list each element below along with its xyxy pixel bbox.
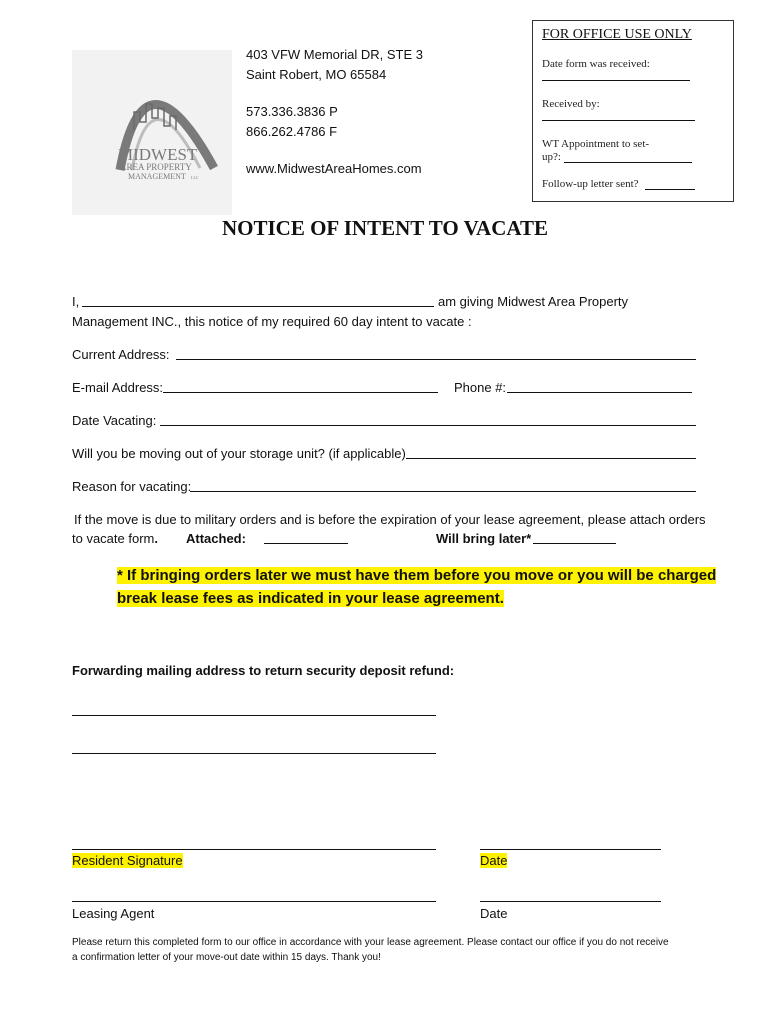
phone-number: 573.336.3836 P <box>246 104 338 119</box>
logo-suffix: LLC <box>191 175 199 180</box>
forwarding-address-line-1[interactable] <box>72 715 436 716</box>
website-link[interactable]: www.MidwestAreaHomes.com <box>246 161 422 176</box>
company-logo <box>72 50 232 215</box>
intro-i-label: I, <box>72 294 80 309</box>
forwarding-address-label: Forwarding mailing address to return security deposit refund: <box>72 663 455 678</box>
warning-text-2: break lease fees as indicated in your lease agreement. <box>117 590 504 607</box>
wt-appointment-label-2: up?: <box>542 151 561 163</box>
resident-date-label: Date <box>480 853 508 868</box>
attached-label: Attached: <box>186 531 246 546</box>
military-orders-text-1: If the move is due to military orders and is before the expiration of your lease agreement, please attach orders <box>74 512 706 527</box>
leasing-agent-label: Leasing Agent <box>72 906 155 921</box>
reason-label: Reason for vacating: <box>72 479 192 494</box>
leasing-agent-date-field[interactable] <box>480 901 661 902</box>
footer-note-2: a confirmation letter of your move-out date within 15 days. Thank you! <box>72 952 381 963</box>
logo-name-line1: MIDWEST <box>118 145 198 164</box>
will-bring-later-label: Will bring later* <box>436 531 532 546</box>
form-title: NOTICE OF INTENT TO VACATE <box>222 216 548 240</box>
phone-field[interactable] <box>507 392 692 393</box>
date-received-field[interactable] <box>542 80 690 81</box>
fax-number: 866.262.4786 F <box>246 124 338 139</box>
resident-signature-label: Resident Signature <box>72 853 183 868</box>
leasing-agent-signature-field[interactable] <box>72 901 436 902</box>
received-by-label: Received by: <box>542 98 600 110</box>
phone-label: Phone #: <box>454 380 507 395</box>
intro-line-2: Management INC., this notice of my required 60 day intent to vacate : <box>72 314 472 329</box>
attached-field[interactable] <box>264 543 348 544</box>
leasing-agent-date-label: Date <box>480 906 508 921</box>
followup-letter-field[interactable] <box>645 189 695 190</box>
warning-text-1: * If bringing orders later we must have them before you move or you will be charged <box>117 567 717 584</box>
email-field[interactable] <box>163 392 438 393</box>
office-use-box <box>532 20 734 202</box>
intro-rest-label: am giving Midwest Area Property <box>438 294 629 309</box>
wt-appointment-label-1: WT Appointment to set- <box>542 138 650 150</box>
received-by-field[interactable] <box>542 120 695 121</box>
resident-name-field[interactable] <box>82 306 434 307</box>
military-orders-text-2: to vacate form. <box>72 531 158 546</box>
logo-name-line2: AREA PROPERTY <box>120 162 192 172</box>
footer-note-1: Please return this completed form to our office in accordance with your lease agreement. Please contact our office if you do not receive <box>72 937 669 948</box>
storage-unit-field[interactable] <box>406 458 696 459</box>
date-received-label: Date form was received: <box>542 58 650 70</box>
resident-signature-field[interactable] <box>72 849 436 850</box>
current-address-label: Current Address: <box>72 347 170 362</box>
resident-date-field[interactable] <box>480 849 661 850</box>
date-vacating-field[interactable] <box>160 425 696 426</box>
will-bring-later-field[interactable] <box>533 543 616 544</box>
logo-name-line3: MANAGEMENT <box>128 172 186 181</box>
date-vacating-label: Date Vacating: <box>72 413 157 428</box>
current-address-field[interactable] <box>176 359 696 360</box>
reason-field[interactable] <box>190 491 696 492</box>
arch-skyline-graphic <box>72 50 232 215</box>
email-label: E-mail Address: <box>72 380 164 395</box>
address-line-1: 403 VFW Memorial DR, STE 3 <box>246 47 423 62</box>
wt-appointment-field[interactable] <box>564 162 692 163</box>
office-use-title: FOR OFFICE USE ONLY <box>542 27 692 42</box>
storage-unit-label: Will you be moving out of your storage unit? (if applicable) <box>72 446 406 461</box>
forwarding-address-line-2[interactable] <box>72 753 436 754</box>
address-line-2: Saint Robert, MO 65584 <box>246 67 387 82</box>
followup-letter-label: Follow-up letter sent? <box>542 178 639 190</box>
